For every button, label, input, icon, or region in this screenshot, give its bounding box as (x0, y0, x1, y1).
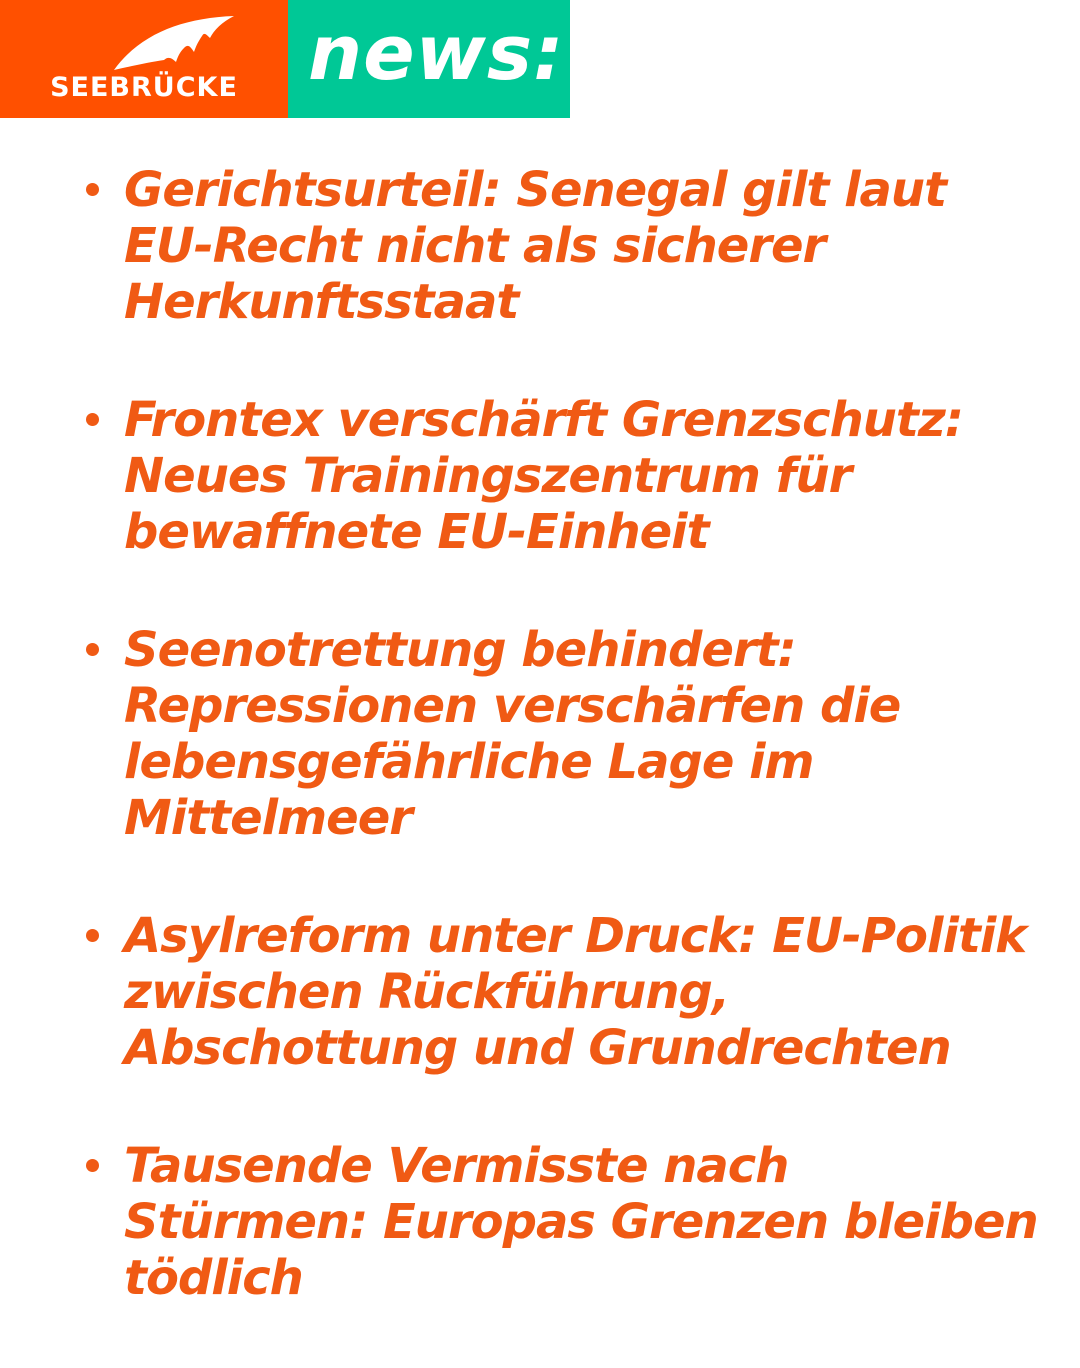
news-item-text: Frontex verschärft Grenzschutz: Neues Trainingszentrum für bewaffnete EU-Einheit (124, 392, 963, 560)
news-item (80, 162, 1040, 330)
bullet-icon (86, 643, 99, 656)
logo-text: SEEBRÜCKE (50, 72, 238, 103)
news-item-text: Seenotrettung behindert: Repressionen verschärfen die lebensgefährliche Lage im Mittelmeer (124, 622, 901, 846)
bullet-icon (86, 1159, 99, 1172)
news-item (80, 392, 1040, 560)
news-item (80, 908, 1040, 1076)
bullet-icon (86, 413, 99, 426)
bullet-icon (86, 929, 99, 942)
bullet-icon (86, 183, 99, 196)
header (0, 0, 570, 118)
logo (0, 0, 288, 118)
news-item-text: Asylreform unter Druck: EU-Politik zwischen Rückführung, Abschottung und Grundrechten (124, 908, 1027, 1076)
bridge-wave-icon (110, 12, 240, 76)
news-list (80, 162, 1040, 1368)
news-item (80, 1138, 1040, 1306)
news-item-text: Tausende Vermisste nach Stürmen: Europas Grenzen bleiben tödlich (124, 1138, 1038, 1306)
news-item-text: Gerichtsurteil: Senegal gilt laut EU-Recht nicht als sicherer Herkunftsstaat (124, 162, 947, 330)
news-label: news: (308, 8, 565, 97)
news-label-box (288, 0, 570, 118)
news-item (80, 622, 1040, 846)
